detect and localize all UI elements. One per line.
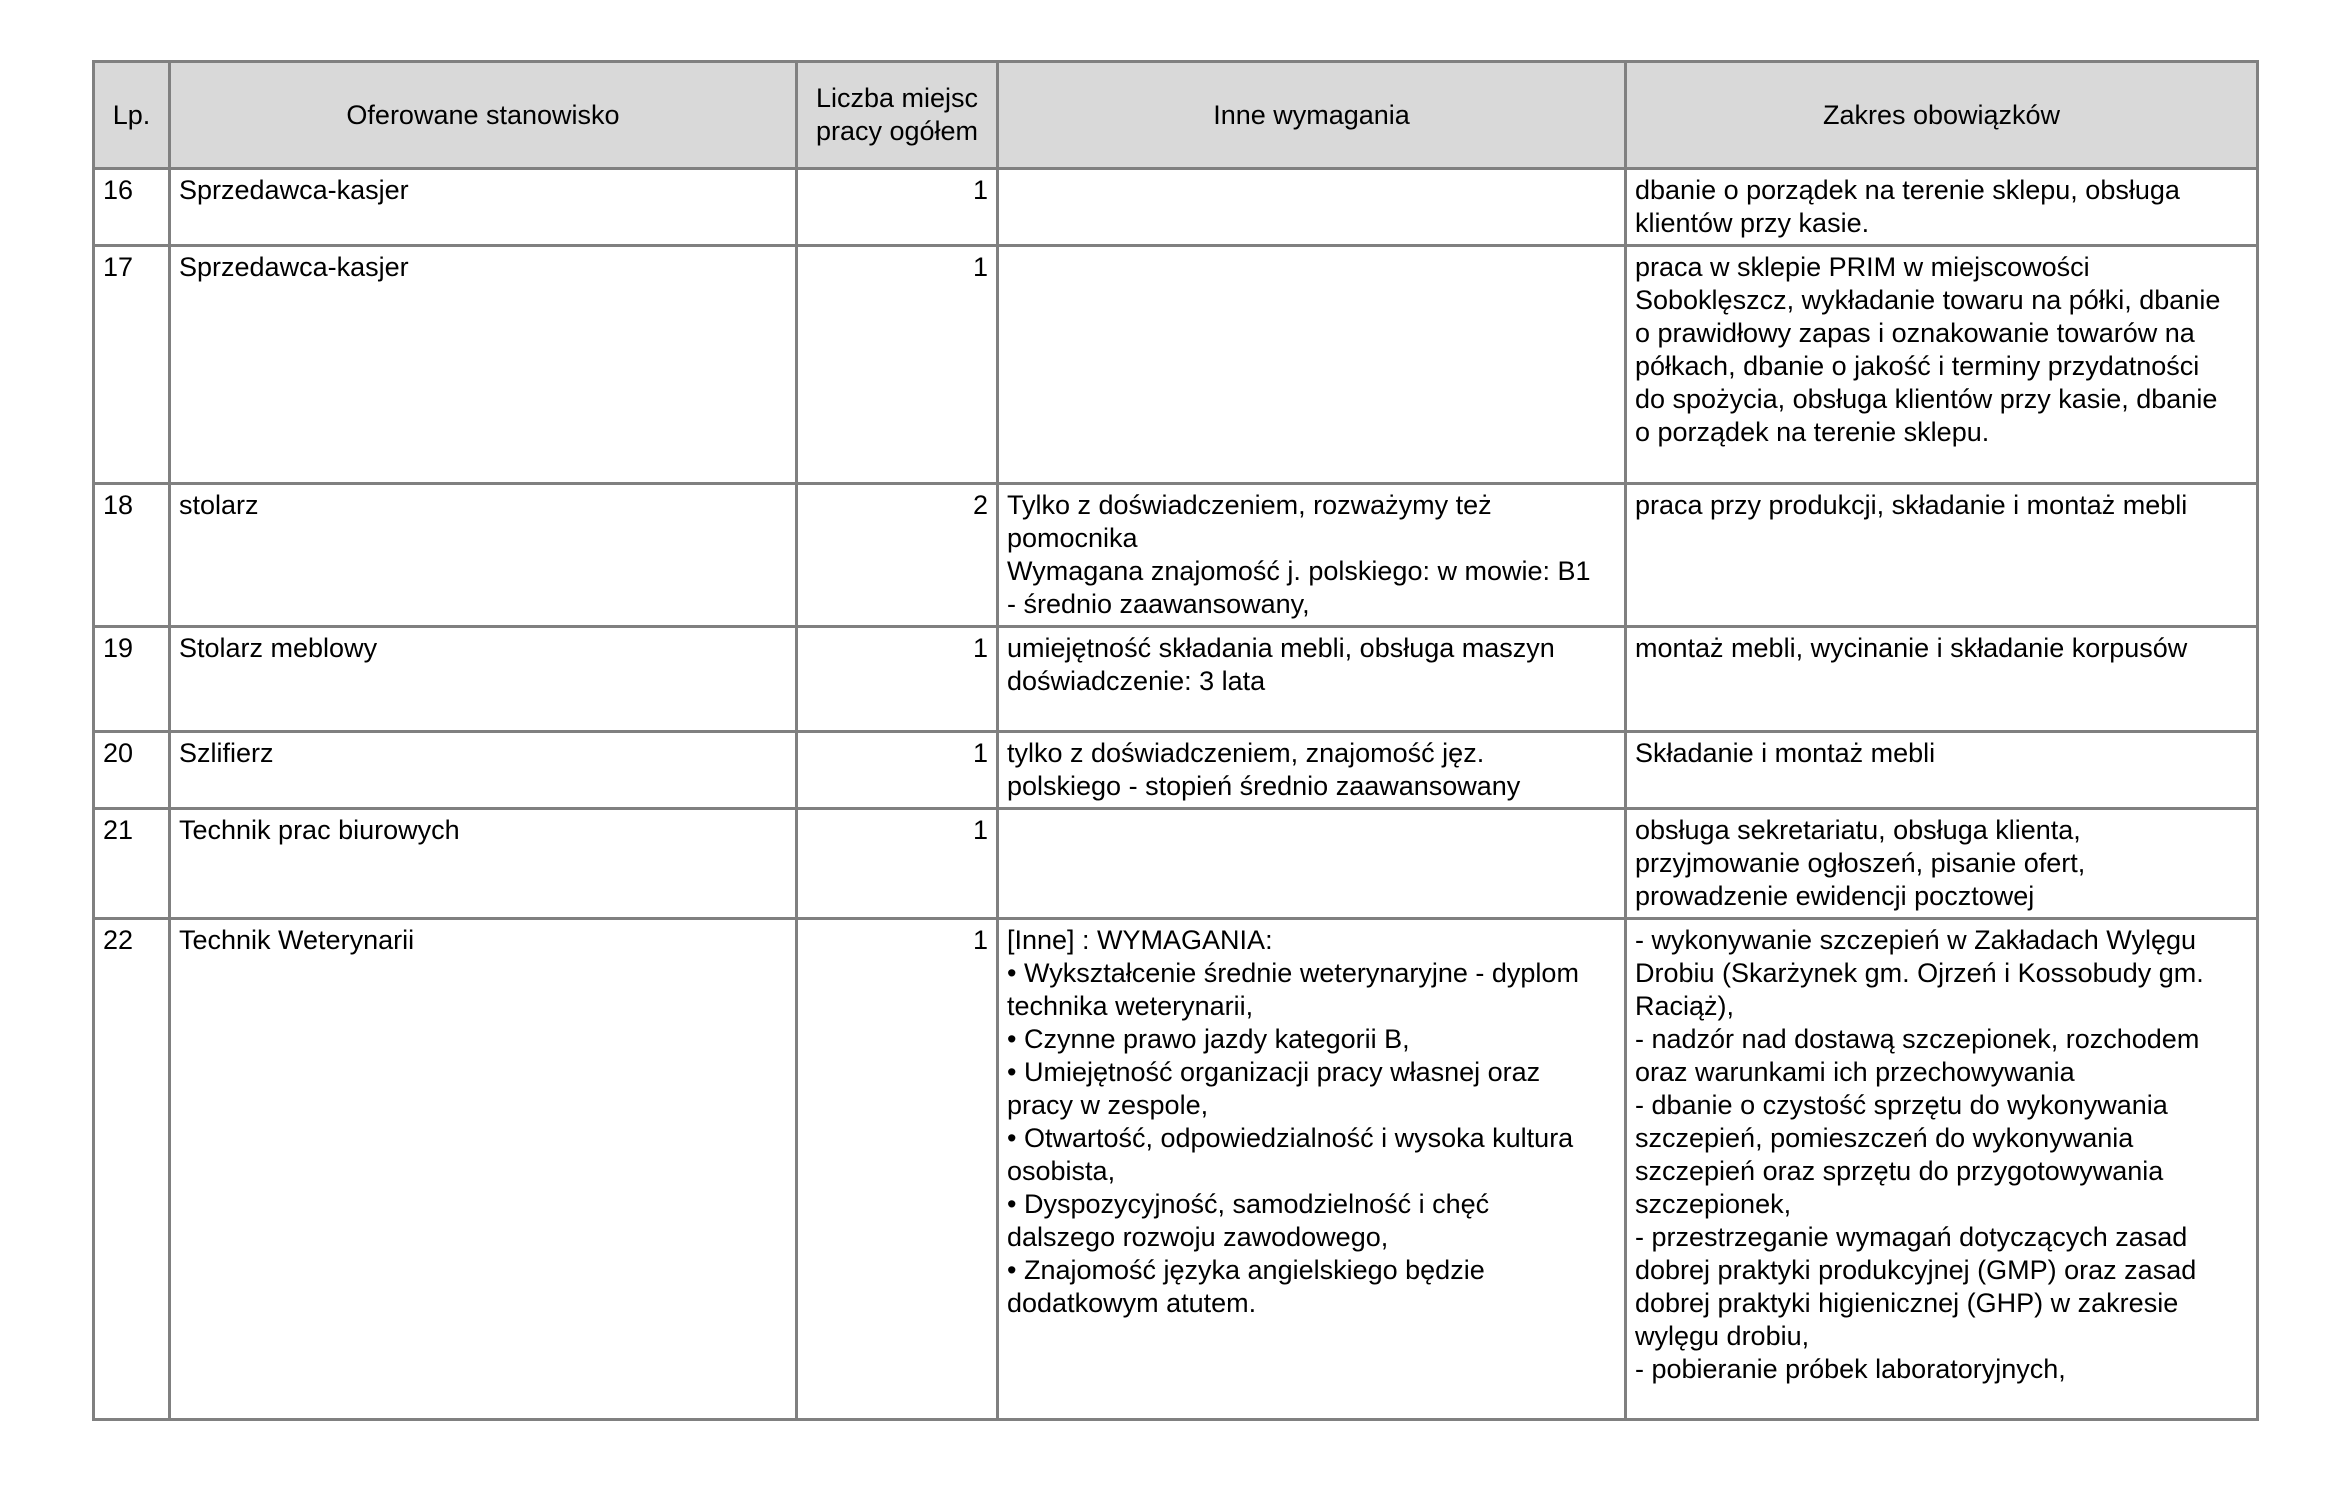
row-duties: - wykonywanie szczepień w Zakładach Wylęgu Drobiu (Skarżynek gm. Ojrzeń i Kossobudy gm. Raciąż), - nadzór nad dostawą szczepionek, rozchodem oraz warunkami ich przechowywania - dbanie o czystość sprzętu do wykonywania szczepień, pomieszczeń do wykonywania szczepień oraz sprzętu do przygotowywania szczepionek, - przestrzeganie wymagań dotyczących zasad dobrej praktyki produkcyjnej (GMP) oraz zasad dobrej praktyki higienicznej (GHP) w zakresie wylęgu drobiu, - pobieranie próbek laboratoryjnych, [1626,919,2258,1420]
row-duties: Składanie i montaż mebli [1626,732,2258,809]
row-position: Technik prac biurowych [170,809,797,919]
row-lp: 16 [94,169,170,246]
row-position: Stolarz meblowy [170,627,797,732]
row-count: 1 [797,246,998,484]
table-row [94,169,2258,246]
header-duties: Zakres obowiązków [1626,62,2258,169]
row-duties: montaż mebli, wycinanie i składanie korpusów [1626,627,2258,732]
row-count: 1 [797,732,998,809]
table-row [94,627,2258,732]
row-duties: obsługa sekretariatu, obsługa klienta, przyjmowanie ogłoszeń, pisanie ofert, prowadzenie ewidencji pocztowej [1626,809,2258,919]
row-lp: 20 [94,732,170,809]
table-row [94,919,2258,1420]
header-requirements: Inne wymagania [998,62,1626,169]
job-offers-table [92,60,2259,1421]
table-row [94,484,2258,627]
row-requirements: [Inne] : WYMAGANIA: • Wykształcenie średnie weterynaryjne - dyplom technika weterynarii, • Czynne prawo jazdy kategorii B, • Umiejętność organizacji pracy własnej oraz pracy w zespole, • Otwartość, odpowiedzialność i wysoka kultura osobista, • Dyspozycyjność, samodzielność i chęć dalszego rozwoju zawodowego, • Znajomość języka angielskiego będzie dodatkowym atutem. [998,919,1626,1420]
table-row [94,246,2258,484]
row-lp: 17 [94,246,170,484]
row-lp: 18 [94,484,170,627]
header-count: Liczba miejsc pracy ogółem [797,62,998,169]
row-lp: 19 [94,627,170,732]
row-count: 1 [797,919,998,1420]
row-count: 1 [797,809,998,919]
row-position: Technik Weterynarii [170,919,797,1420]
row-count: 1 [797,169,998,246]
row-count: 1 [797,627,998,732]
table-header-row [94,62,2258,169]
header-position: Oferowane stanowisko [170,62,797,169]
row-requirements: umiejętność składania mebli, obsługa maszyn doświadczenie: 3 lata [998,627,1626,732]
row-duties: dbanie o porządek na terenie sklepu, obsługa klientów przy kasie. [1626,169,2258,246]
row-requirements [998,809,1626,919]
row-requirements [998,246,1626,484]
row-requirements [998,169,1626,246]
row-requirements: tylko z doświadczeniem, znajomość jęz. polskiego - stopień średnio zaawansowany [998,732,1626,809]
row-position: stolarz [170,484,797,627]
row-requirements: Tylko z doświadczeniem, rozważymy też pomocnika Wymagana znajomość j. polskiego: w mowie: B1 - średnio zaawansowany, [998,484,1626,627]
row-lp: 21 [94,809,170,919]
row-position: Sprzedawca-kasjer [170,246,797,484]
row-position: Sprzedawca-kasjer [170,169,797,246]
row-position: Szlifierz [170,732,797,809]
row-duties: praca przy produkcji, składanie i montaż mebli [1626,484,2258,627]
row-count: 2 [797,484,998,627]
row-duties: praca w sklepie PRIM w miejscowości Soboklęszcz, wykładanie towaru na półki, dbanie o prawidłowy zapas i oznakowanie towarów na półkach, dbanie o jakość i terminy przydatności do spożycia, obsługa klientów przy kasie, dbanie o porządek na terenie sklepu. [1626,246,2258,484]
table-row [94,809,2258,919]
header-lp: Lp. [94,62,170,169]
table-row [94,732,2258,809]
row-lp: 22 [94,919,170,1420]
